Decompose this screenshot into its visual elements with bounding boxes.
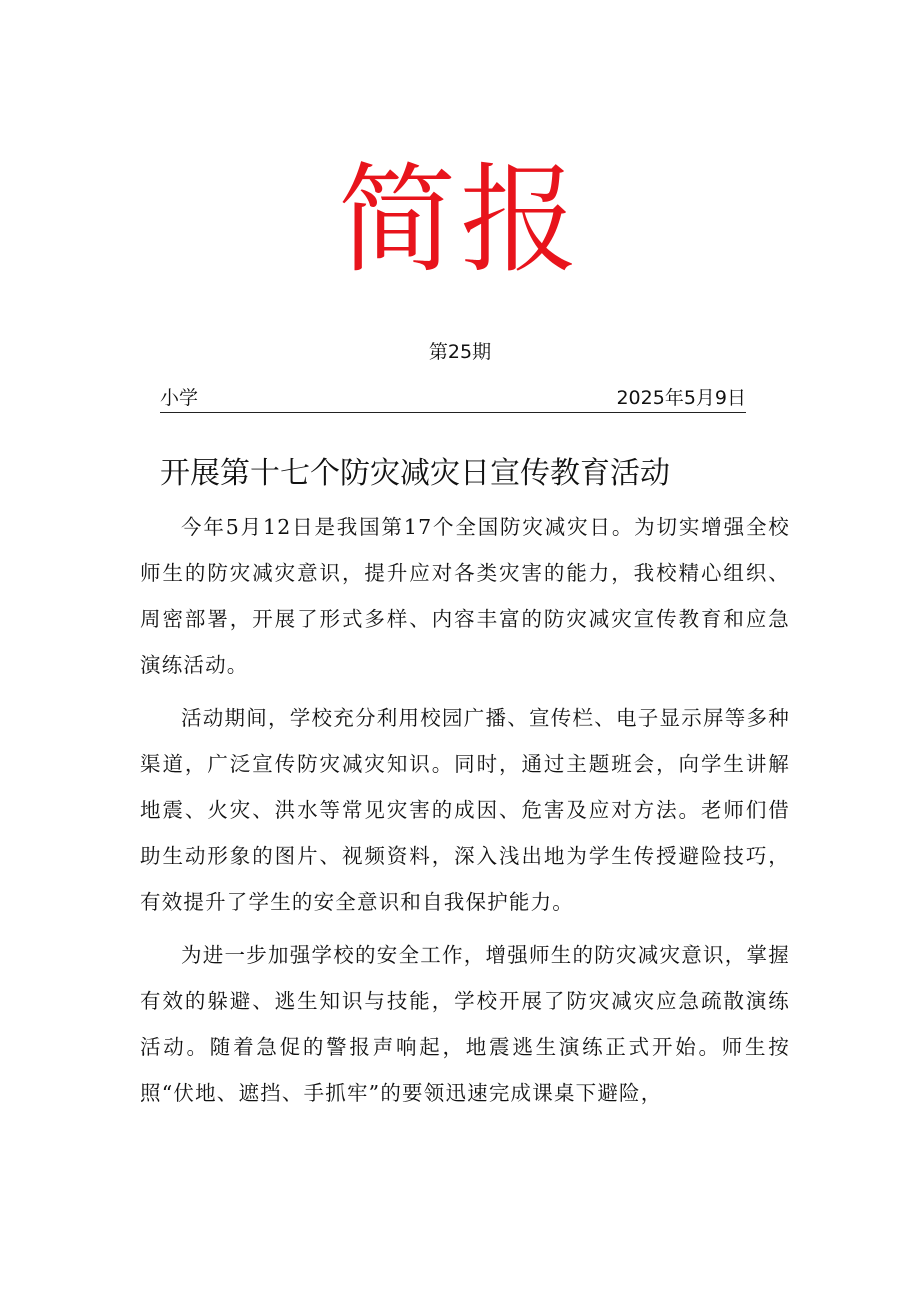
issue-number: 第25期: [428, 341, 492, 363]
article-paragraph: 今年5月12日是我国第17个全国防灾减灾日。为切实增强全校师生的防灾减灾意识，提升应对各类灾害的能力，我校精心组织、周密部署，开展了形式多样、内容丰富的防灾减灾宣传教育和应急演练活动。: [140, 515, 790, 677]
article-paragraph: 为进一步加强学校的安全工作，增强师生的防灾减灾意识，掌握有效的躲避、逃生知识与技能，学校开展了防灾减灾应急疏散演练活动。随着急促的警报声响起，地震逃生演练正式开始。师生按照“伏地、遮挡、手抓牢”的要领迅速完成课桌下避险，: [140, 943, 790, 1105]
article-title: 开展第十七个防灾减灾日宣传教育活动: [160, 456, 670, 491]
publish-date: 2025年5月9日: [616, 387, 746, 409]
article-body: [140, 504, 790, 1123]
masthead-title: 简报: [337, 151, 582, 289]
article-paragraph: 活动期间，学校充分利用校园广播、宣传栏、电子显示屏等多种渠道，广泛宣传防灾减灾知识。同时，通过主题班会，向学生讲解地震、火灾、洪水等常见灾害的成因、危害及应对方法。老师们借助生动形象的图片、视频资料，深入浅出地为学生传授避险技巧，有效提升了学生的安全意识和自我保护能力。: [140, 706, 790, 914]
school-name: 小学: [160, 387, 199, 409]
dateline: [160, 384, 746, 413]
